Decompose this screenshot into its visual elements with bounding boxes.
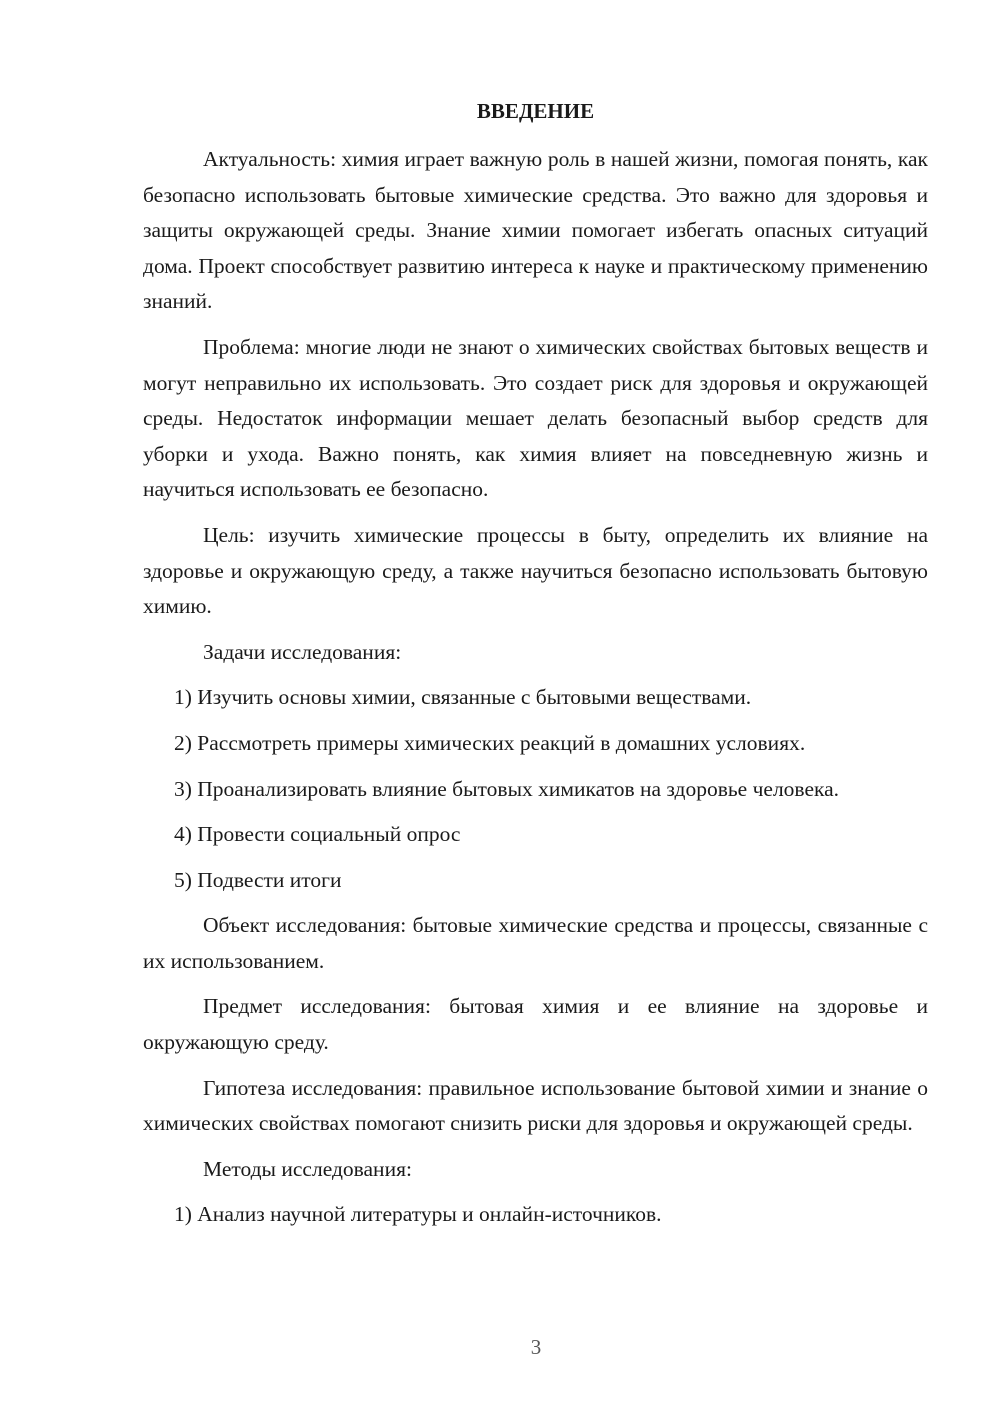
hypothesis-paragraph: Гипотеза исследования: правильное использование бытовой химии и знание о химических свойствах помогают снизить риски для здоровья и окружающей среды. — [143, 1075, 928, 1136]
task-item-3: 3) Проанализировать влияние бытовых химикатов на здоровье человека. — [174, 776, 840, 801]
relevance-paragraph: Актуальность: химия играет важную роль в нашей жизни, помогая понять, как безопасно использовать бытовые химические средства. Это важно для здоровья и защиты окружающей среды. Знание химии помогает избегать опасных ситуаций дома. Проект способствует развитию интереса к науке и практическому применению знаний. — [143, 147, 928, 314]
task-item-5: 5) Подвести итоги — [174, 867, 342, 892]
object-paragraph: Объект исследования: бытовые химические средства и процессы, связанные с их использованием. — [143, 913, 928, 973]
methods-heading: Методы исследования: — [203, 1156, 412, 1181]
method-item-1: 1) Анализ научной литературы и онлайн-источников. — [174, 1202, 662, 1227]
page-number: 3 — [530, 1335, 542, 1359]
problem-paragraph: Проблема: многие люди не знают о химических свойствах бытовых веществ и могут неправильно их использовать. Это создает риск для здоровья и окружающей среды. Недостаток информации мешает делать безопасный выбор средств для уборки и ухода. Важно понять, как химия влияет на повседневную жизнь и научиться использовать ее безопасно. — [143, 334, 928, 502]
page-content — [143, 94, 928, 1243]
goal-paragraph: Цель: изучить химические процессы в быту, определить их влияние на здоровье и окружающую среду, а также научиться безопасно использовать бытовую химию. — [143, 522, 928, 619]
task-item-1: 1) Изучить основы химии, связанные с бытовыми веществами. — [174, 685, 752, 710]
subject-paragraph: Предмет исследования: бытовая химия и ее влияние на здоровье и окружающую среду. — [143, 994, 928, 1055]
task-item-4: 4) Провести социальный опрос — [174, 822, 461, 847]
tasks-heading: Задачи исследования: — [203, 639, 402, 664]
section-title: ВВЕДЕНИЕ — [476, 99, 595, 123]
task-item-2: 2) Рассмотреть примеры химических реакций в домашних условиях. — [174, 730, 806, 755]
